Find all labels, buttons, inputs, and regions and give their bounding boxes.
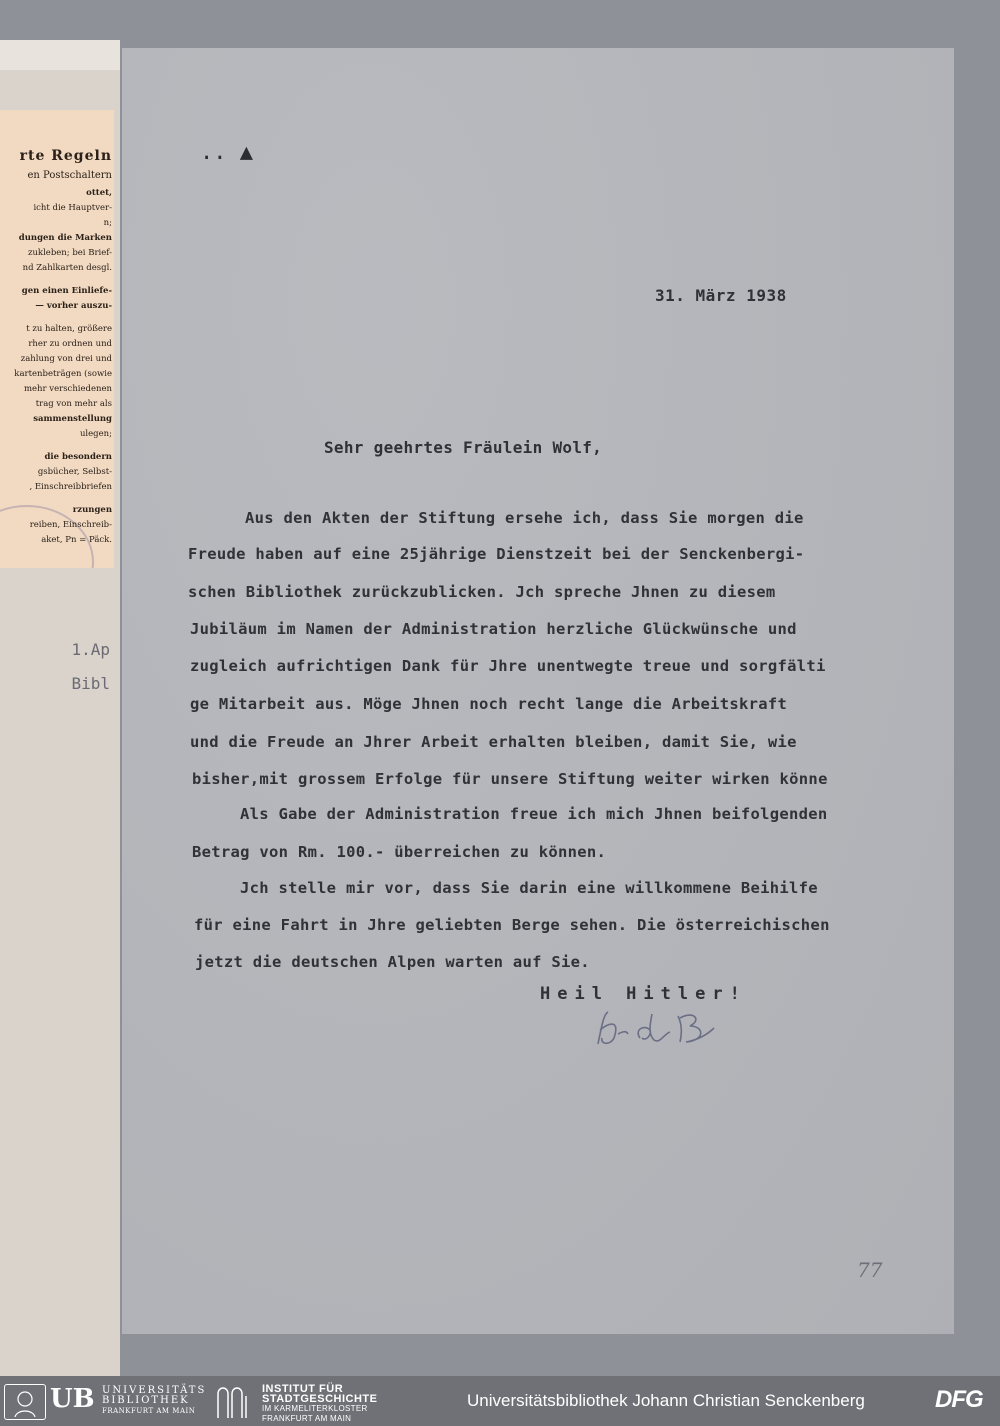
rules-card-line: icht die Hauptver- (33, 203, 112, 213)
closing-salute: Heil Hitler! (540, 984, 747, 1004)
rules-card-line: , Einschreibbriefen (29, 482, 112, 492)
rules-card-line: zahlung von drei und (20, 354, 112, 364)
rules-card-line: gen einen Einliefe- (21, 286, 112, 296)
rules-card-line: n; (103, 218, 112, 228)
rules-card-line: trag von mehr als (35, 399, 112, 409)
isg-line: FRANKFURT AM MAIN (262, 1414, 352, 1423)
rules-card-line: nd Zahlkarten desgl. (22, 263, 112, 273)
rules-card-line: — vorher auszu- (35, 301, 112, 311)
dfg-logo[interactable]: DFG (935, 1386, 983, 1413)
rules-card-line: dungen die Marken (18, 233, 112, 243)
body-line: bisher,mit grossem Erfolge für unsere Stiftung weiter wirken könne (192, 770, 828, 788)
rules-card-line: rzungen (72, 505, 112, 515)
body-line: Betrag von Rm. 100.- überreichen zu können. (192, 843, 607, 861)
lower-note-line: 1.Ap (71, 640, 110, 659)
rules-card-line: rher zu ordnen und (28, 339, 112, 349)
body-line: Jubiläum im Namen der Administration herzliche Glückwünsche und (190, 620, 797, 638)
body-line: zugleich aufrichtigen Dank für Jhre unentwegte treue und sorgfälti (190, 657, 826, 675)
rules-card-line: die besondern (44, 452, 112, 462)
ub-line: FRANKFURT AM MAIN (102, 1407, 196, 1415)
salutation: Sehr geehrtes Fräulein Wolf, (324, 438, 603, 457)
rules-card-line: t zu halten, größere (26, 324, 112, 334)
body-line: ge Mitarbeit aus. Möge Jhnen noch recht lange die Arbeitskraft (190, 695, 788, 713)
corner-mark: .. ▲ (200, 140, 253, 165)
paper-top-band (0, 40, 120, 70)
rules-card-line: ulegen; (79, 429, 112, 439)
ub-emblem-icon (4, 1384, 46, 1420)
isg-line: IM KARMELITERKLOSTER (262, 1404, 368, 1413)
ub-logo[interactable] (4, 1382, 207, 1420)
rules-card-line: kartenbeträgen (sowie (14, 369, 112, 379)
body-line: für eine Fahrt in Jhre geliebten Berge sehen. Die österreichischen (194, 916, 830, 934)
isg-line: INSTITUT FÜR (262, 1383, 344, 1395)
library-name-link[interactable]: Universitätsbibliothek Johann Christian Senckenberg (467, 1391, 865, 1410)
rules-card-line: ottet, (86, 188, 112, 198)
footer-bar (0, 1376, 1000, 1426)
rules-card-line: reiben, Einschreib- (29, 520, 112, 530)
postal-rules-card (0, 110, 114, 568)
body-line: Freude haben auf eine 25jährige Dienstzeit bei der Senckenbergi- (188, 545, 805, 563)
body-line: Jch stelle mir vor, dass Sie darin eine willkommene Beihilfe (240, 879, 818, 897)
handwritten-signature (590, 1004, 740, 1050)
rules-card-line: mehr verschiedenen (23, 384, 112, 394)
body-line: Als Gabe der Administration freue ich mich Jhnen beifolgenden (240, 805, 828, 823)
rules-card-line: sammenstellung (33, 414, 112, 424)
body-line: Aus den Akten der Stiftung ersehe ich, dass Sie morgen die (245, 509, 804, 527)
rules-card-line: rte Regeln (19, 148, 112, 164)
ub-line: UNIVERSITÄTS (102, 1385, 207, 1396)
lower-note-line: Bibl (71, 674, 110, 693)
rules-card-line: en Postschaltern (27, 170, 112, 181)
ub-text (102, 1386, 206, 1416)
attached-paper-strip (0, 40, 120, 1376)
isg-line: STADTGESCHICHTE (262, 1393, 378, 1405)
ub-line: BIBLIOTHEK (102, 1395, 190, 1406)
letter-date: 31. März 1938 (655, 286, 787, 305)
isg-logo[interactable] (214, 1382, 404, 1422)
rules-card-line: gsbücher, Selbst- (37, 467, 112, 477)
body-line: schen Bibliothek zurückzublicken. Jch spreche Jhnen zu diesem (188, 583, 776, 601)
ub-mark: UB (50, 1384, 95, 1414)
rules-card-line: aket, Pn = Päck. (41, 535, 112, 545)
pillars-icon (214, 1382, 254, 1420)
body-line: und die Freude an Jhrer Arbeit erhalten bleiben, damit Sie, wie (190, 733, 797, 751)
body-line: jetzt die deutschen Alpen warten auf Sie. (195, 953, 590, 971)
letter-sheet (122, 48, 954, 1334)
isg-text (262, 1384, 377, 1424)
folio-number: 77 (857, 1258, 883, 1282)
rules-card-line: zukleben; bei Brief- (27, 248, 112, 258)
lower-note (0, 640, 110, 708)
